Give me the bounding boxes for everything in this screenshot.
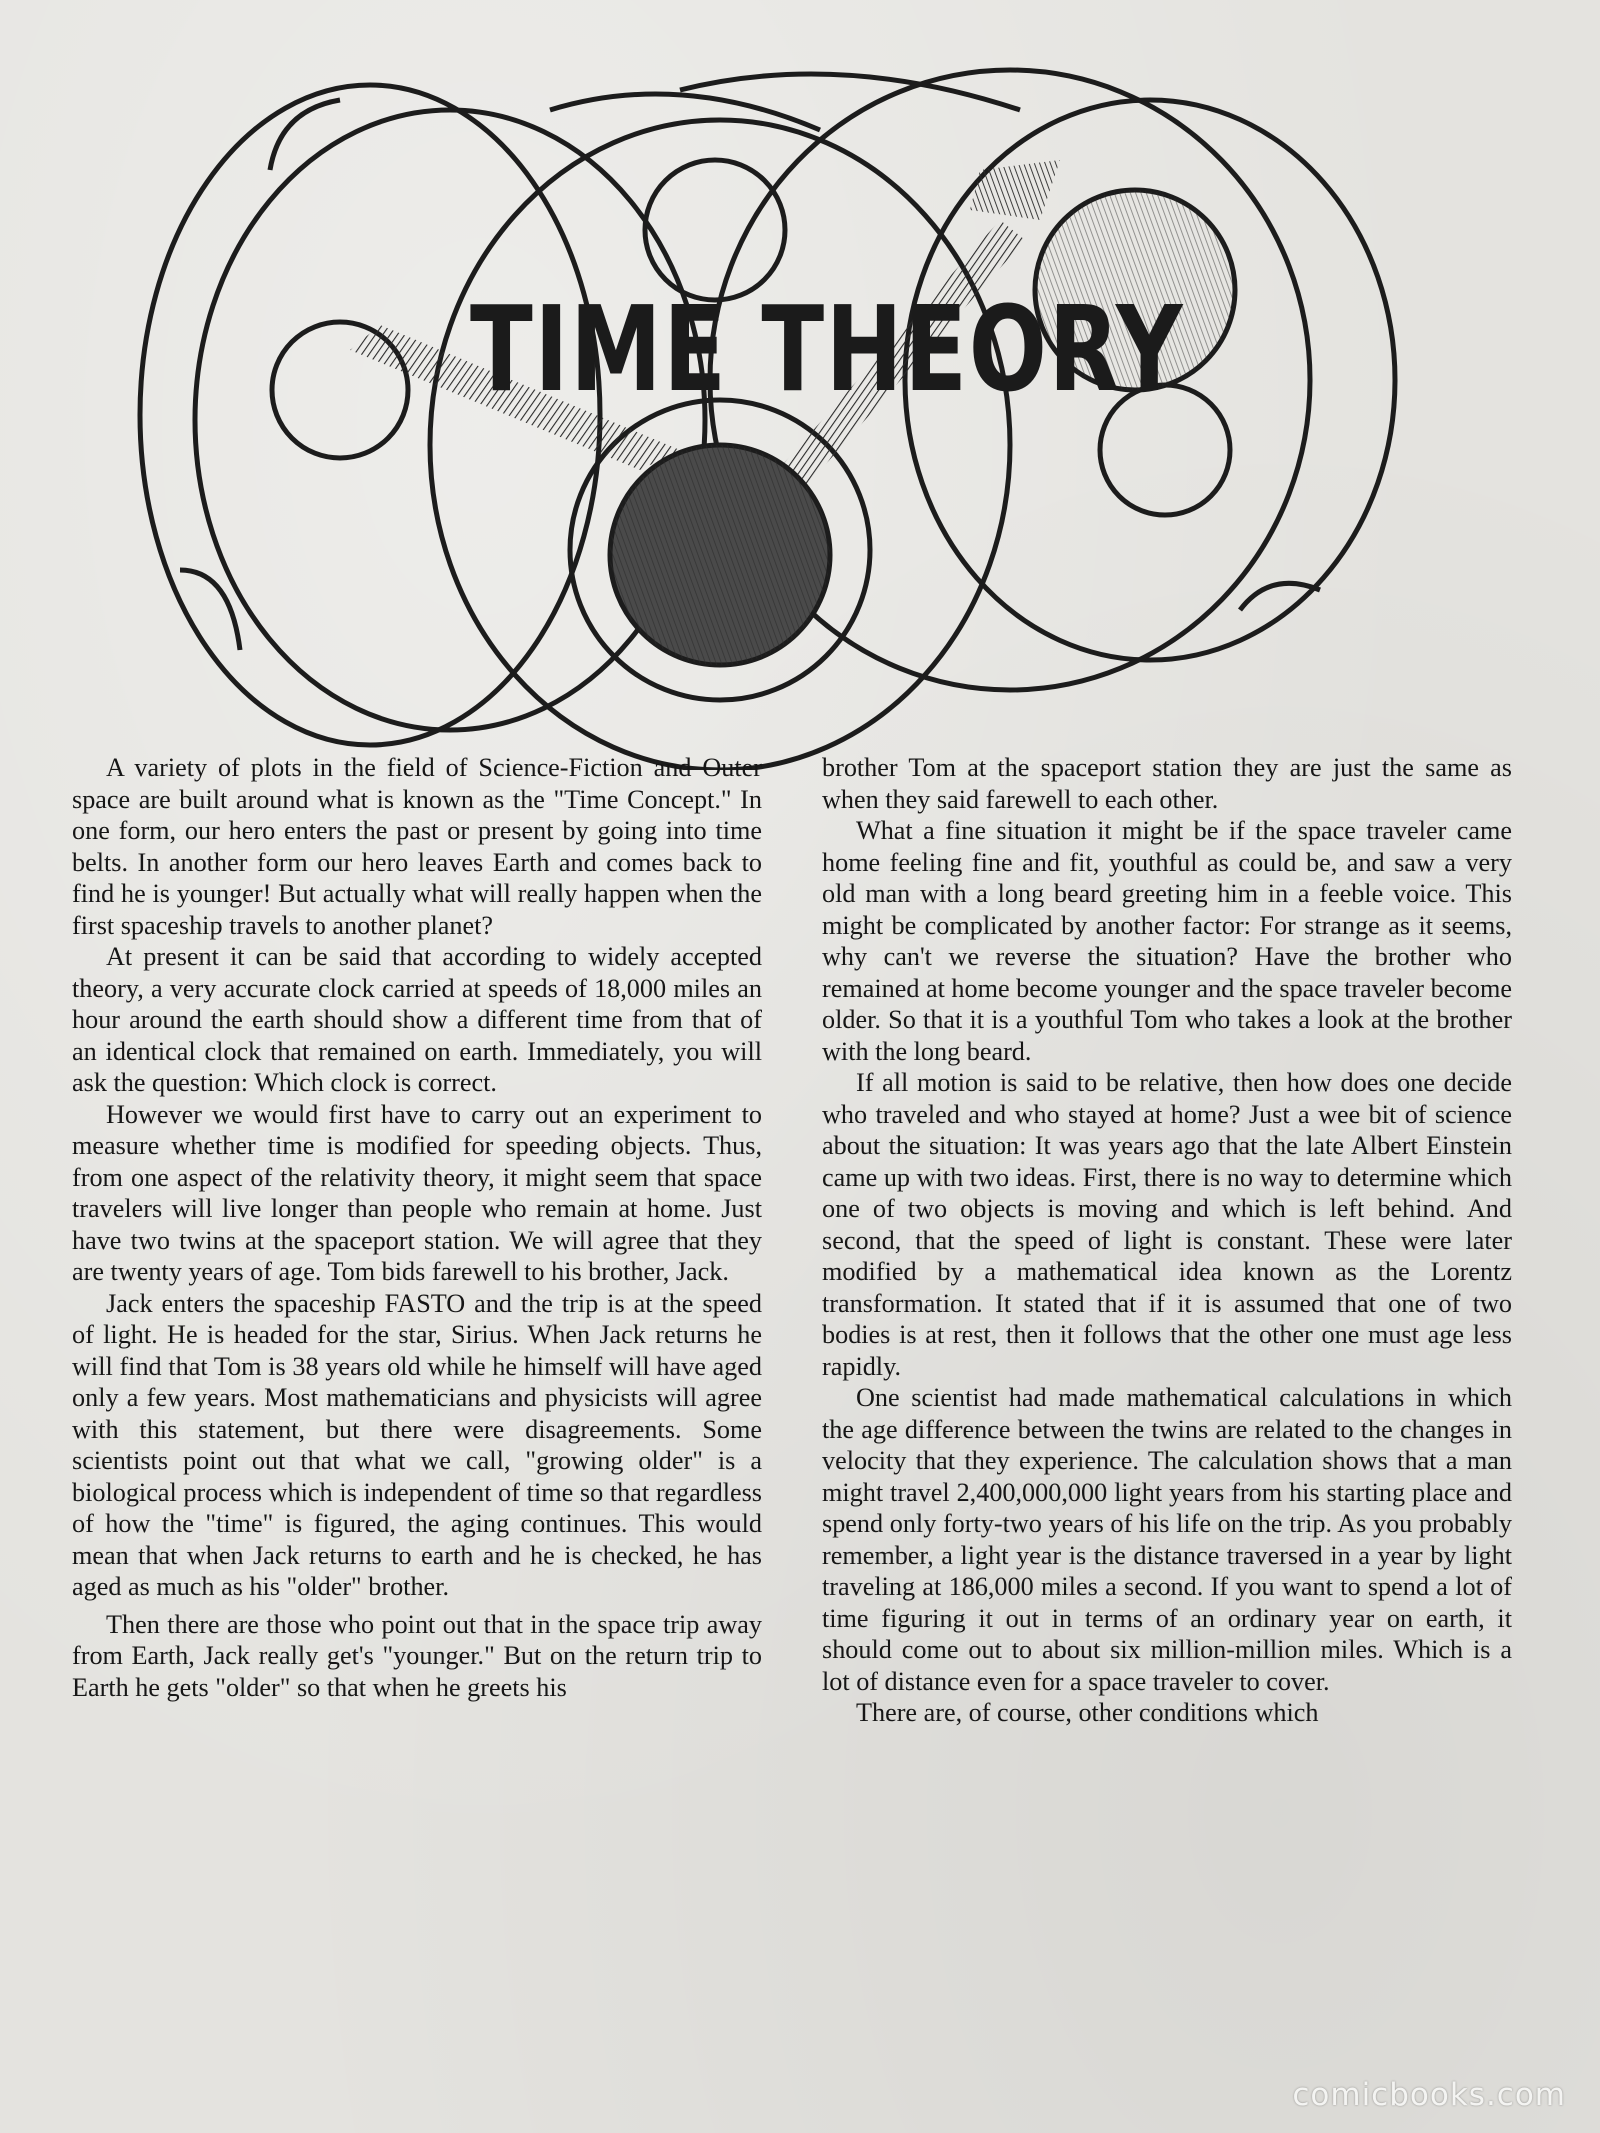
article-title: TIME THEORY [470,280,1185,418]
right-column [822,752,1512,1729]
paragraph: Jack enters the spaceship FASTO and the trip is at the speed of light. He is headed for the star, Sirius. When Jack returns he will find that Tom is 38 years old while he himself will have aged only a few years. Most mathematicians and physicists will agree with this statement, but there were disagreements. Some scientists point out that what we call, "growing older" is a biological process which is independent of time so that regardless of how the "time" is figured, the aging continues. This would mean that when Jack returns to earth and he is checked, he has aged as much as his "older" brother. [72,1288,762,1601]
paragraph: However we would first have to carry out an experiment to measure whether time is modified for speeding objects. Thus, from one aspect of the relativity theory, it might seem that space travelers will live longer than people who remain at home. Just have two twins at the spaceport station. We will agree that they are twenty years of age. Tom bids farewell to his brother, Jack. [72,1099,762,1286]
paragraph: A variety of plots in the field of Science-Fiction and Outer space are built around what is known as the "Time Concept." In one form, our hero enters the past or present by going into time belts. In another form our hero leaves Earth and comes back to find he is younger! But actually what will really happen when the first spaceship travels to another planet? [72,753,762,940]
paragraph: What a fine situation it might be if the space traveler came home feeling fine and fit, youthful as could be, and saw a very old man with a long beard greeting him in a feeble voice. This might be complicated by another factor: For strange as it seems, why can't we reverse the situation? Have the brother who remained at home become younger and the space traveler become older. So that it is a youthful Tom who takes a look at the brother with the long beard. [822,816,1513,1066]
paragraph: One scientist had made mathematical calculations in which the age difference between the twins are related to the changes in velocity that they experience. The calculation shows that a man might travel 2,400,000,000 light years from his starting place and spend only forty-two years of his life on the trip. As you probably remember, a light year is the distance traversed in a year by light traveling at 186,000 miles a second. If you want to spend a lot of time figuring it out in terms of an ordinary year on earth, it should come out to about six million-million miles. Which is a lot of distance even for a space traveler to cover. [822,1383,1512,1696]
paragraph: Then there are those who point out that in the space trip away from Earth, Jack really get's "younger." But on the return trip to Earth he gets "older" so that when he greets his [72,1609,762,1702]
paragraph: There are, of course, other conditions which [856,1698,1319,1727]
paragraph: If all motion is said to be relative, then how does one decide who traveled and who stayed at home? Just a wee bit of science about the situation: It was years ago that the late Albert Einstein came up with two ideas. First, there is no way to determine which one of two objects is moving and which is left behind. And second, that the speed of light is constant. These were later modified by a mathematical idea known as the Lorentz transformation. It stated that if it is assumed that one of two bodies is at rest, then it follows that the other one must age less rapidly. [822,1068,1512,1381]
source-watermark: comicbooks.com [1292,2077,1566,2113]
paragraph: At present it can be said that according to widely accepted theory, a very accurate clock carried at speeds of 18,000 miles an hour around the earth should show a different time from that of an identical clock that remained on earth. Immediately, you will ask the question: Which clock is correct. [72,942,762,1097]
paragraph: brother Tom at the spaceport station they are just the same as when they said farewell to each other. [822,753,1512,814]
left-column [72,752,762,1703]
